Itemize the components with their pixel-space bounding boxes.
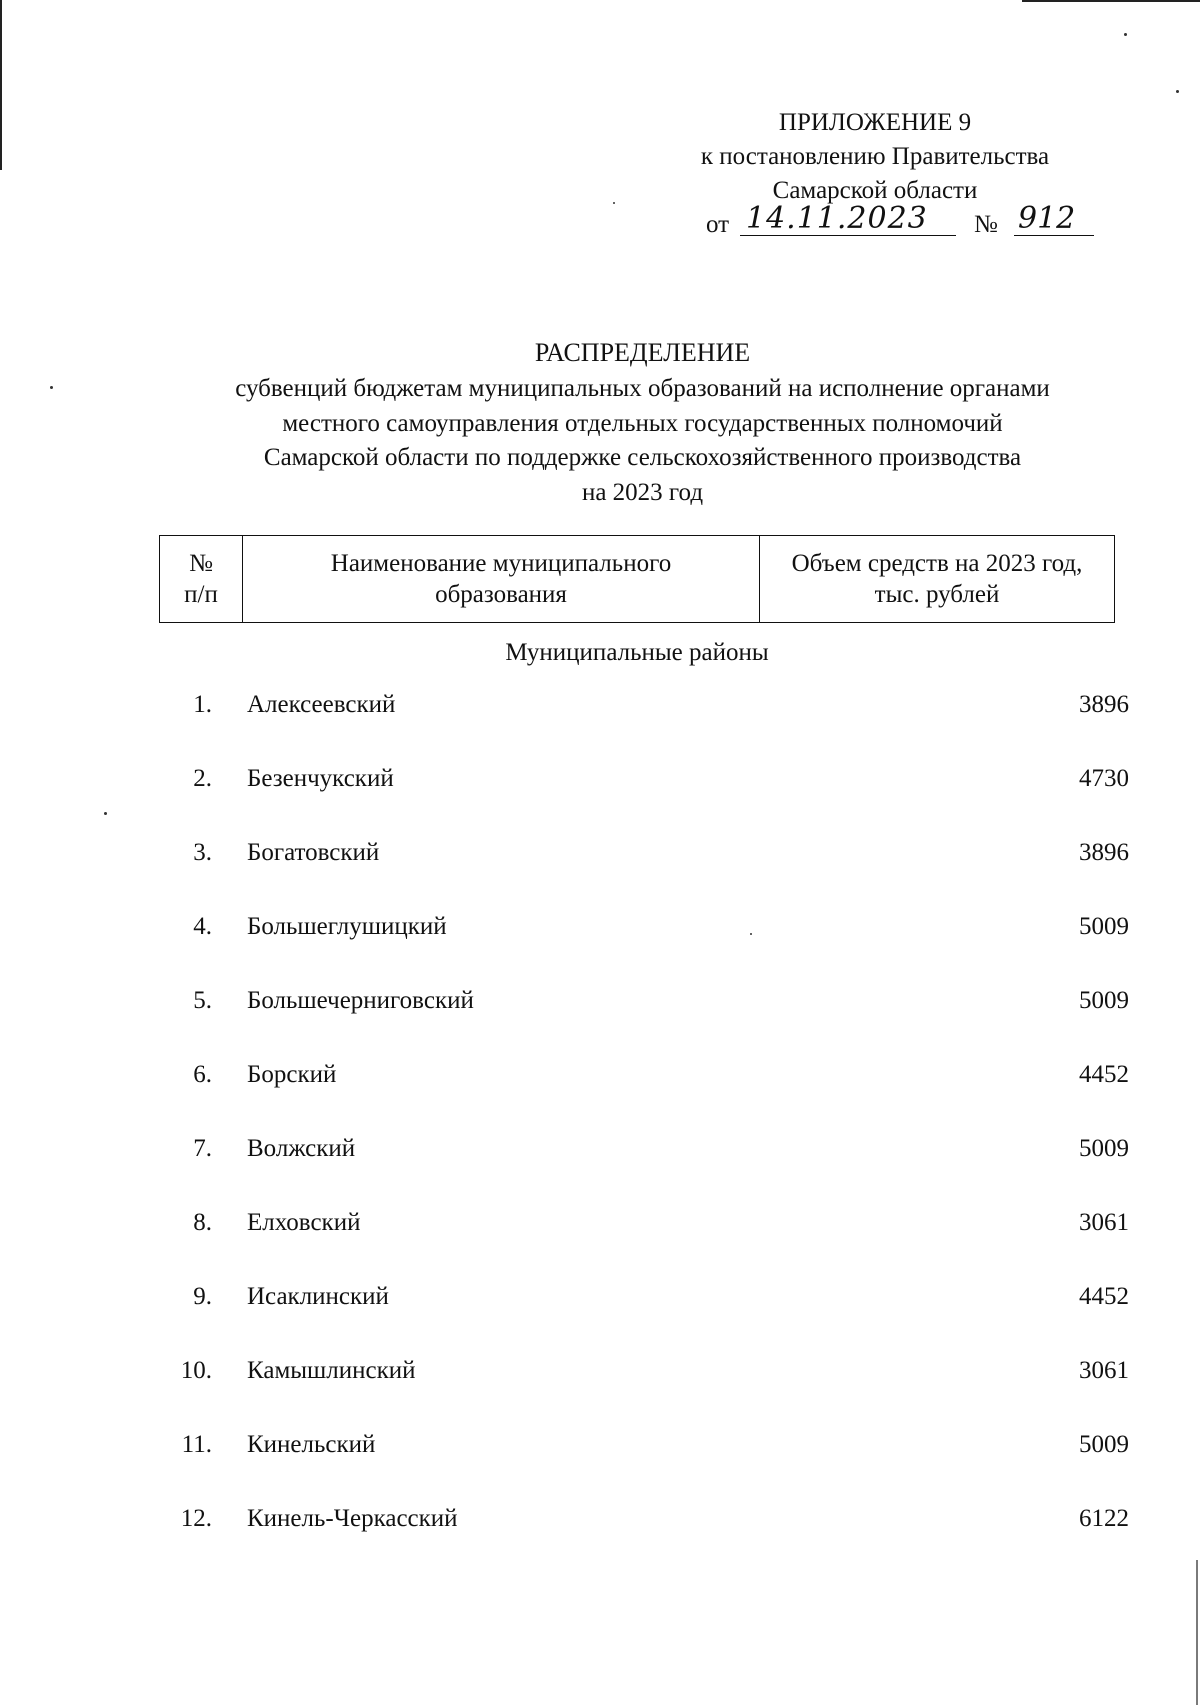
scan-edge-left xyxy=(0,0,2,170)
row-number: 12. xyxy=(180,1505,212,1532)
attachment-header xyxy=(640,106,1110,244)
scan-speck xyxy=(613,202,615,204)
row-number: 10. xyxy=(180,1357,212,1384)
row-value: 6122 xyxy=(1079,1505,1129,1532)
table-row xyxy=(159,1277,1129,1317)
number-label: № xyxy=(974,211,998,238)
row-number: 1. xyxy=(193,691,212,718)
row-value: 4730 xyxy=(1079,765,1129,792)
table-row xyxy=(159,1425,1129,1465)
row-number: 3. xyxy=(193,839,212,866)
handwritten-date: 14.11.2023 xyxy=(740,202,956,236)
date-prefix-label: от xyxy=(706,211,730,238)
attachment-title: ПРИЛОЖЕНИЕ 9 xyxy=(778,109,972,136)
row-name: Камышлинский xyxy=(247,1357,416,1384)
row-number: 7. xyxy=(193,1135,212,1162)
row-name: Исаклинский xyxy=(247,1283,389,1310)
scan-speck xyxy=(1124,33,1127,36)
row-name: Борский xyxy=(247,1061,337,1088)
scan-speck xyxy=(104,812,107,815)
subtitle-line: на 2023 год xyxy=(581,478,704,506)
table-row xyxy=(159,1499,1129,1539)
header-text: Наименование муниципального xyxy=(330,550,672,577)
table-row xyxy=(159,1203,1129,1243)
row-value: 5009 xyxy=(1079,987,1129,1014)
scan-edge-top xyxy=(1022,0,1200,2)
row-number: 9. xyxy=(193,1283,212,1310)
attachment-line-3: Самарской области xyxy=(772,177,978,204)
header-cell-number xyxy=(160,536,243,622)
row-number: 6. xyxy=(193,1061,212,1088)
table-row xyxy=(159,981,1129,1021)
table-row xyxy=(159,685,1129,725)
row-name: Большечерниговский xyxy=(247,987,474,1014)
row-value: 5009 xyxy=(1079,1135,1129,1162)
row-name: Елховский xyxy=(247,1209,361,1236)
row-number: 4. xyxy=(193,913,212,940)
header-text: № xyxy=(189,550,213,577)
row-value: 5009 xyxy=(1079,913,1129,940)
table-row xyxy=(159,907,1129,947)
row-name: Большеглушицкий xyxy=(247,913,447,940)
document-subtitle xyxy=(0,372,1200,510)
row-name: Алексеевский xyxy=(247,691,396,718)
header-text: Объем средств на 2023 год, xyxy=(791,550,1083,577)
table-row xyxy=(159,759,1129,799)
header-text: образования xyxy=(435,581,567,608)
table-row xyxy=(159,833,1129,873)
header-cell-name xyxy=(243,536,760,622)
table-section-title: Муниципальные районы xyxy=(505,639,769,666)
table-header xyxy=(159,535,1115,623)
row-name: Волжский xyxy=(247,1135,356,1162)
scan-speck xyxy=(1176,90,1179,93)
row-name: Богатовский xyxy=(247,839,380,866)
row-value: 3896 xyxy=(1079,839,1129,866)
row-number: 2. xyxy=(193,765,212,792)
document-title: РАСПРЕДЕЛЕНИЕ xyxy=(534,338,751,367)
row-value: 5009 xyxy=(1079,1431,1129,1458)
attachment-line-2: к постановлению Правительства xyxy=(700,143,1050,170)
handwritten-number: 912 xyxy=(1014,202,1094,236)
header-cell-amount xyxy=(760,536,1114,622)
row-value: 3896 xyxy=(1079,691,1129,718)
table-row xyxy=(159,1129,1129,1169)
row-name: Кинель-Черкасский xyxy=(247,1505,458,1532)
row-number: 8. xyxy=(193,1209,212,1236)
row-value: 4452 xyxy=(1079,1283,1129,1310)
subtitle-line: Самарской области по поддержке сельскохозяйственного производства xyxy=(263,444,1022,471)
scan-edge-right xyxy=(1196,1560,1198,1705)
row-value: 3061 xyxy=(1079,1357,1129,1384)
row-value: 4452 xyxy=(1079,1061,1129,1088)
subtitle-line: местного самоуправления отдельных государственных полномочий xyxy=(282,409,1003,437)
row-number: 11. xyxy=(181,1431,212,1458)
header-text: п/п xyxy=(184,581,218,608)
attachment-date-line xyxy=(640,201,1110,244)
subtitle-line: субвенций бюджетам муниципальных образований на исполнение органами xyxy=(235,375,1050,402)
row-name: Безенчукский xyxy=(247,765,394,792)
row-name: Кинельский xyxy=(247,1431,376,1458)
row-value: 3061 xyxy=(1079,1209,1129,1236)
table-row xyxy=(159,1351,1129,1391)
row-number: 5. xyxy=(193,987,212,1014)
header-text: тыс. рублей xyxy=(874,581,1000,608)
table-row xyxy=(159,1055,1129,1095)
